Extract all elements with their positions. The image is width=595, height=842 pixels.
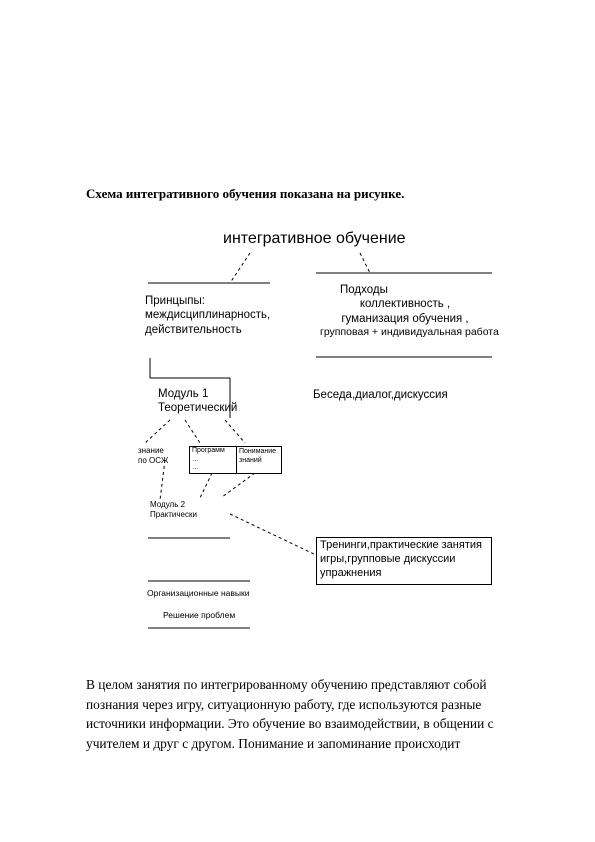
approaches-item: гуманизация обучения ,	[341, 312, 469, 325]
training-item: упражнения	[320, 566, 382, 579]
conversation-label: Беседа,диалог,дискуссия	[313, 389, 448, 401]
module2-label: Модуль 2 Практически	[150, 500, 197, 519]
paragraph-line: познания через игру, ситуационную работу, где используются разные	[86, 696, 482, 712]
module1-title: Модуль 1	[158, 388, 209, 400]
page-heading: Схема интегративного обучения показана на рисунке.	[86, 186, 405, 201]
diagram-title: интегративное обучение	[223, 230, 406, 247]
training-box	[316, 537, 492, 585]
module1-subtitle: Теоретический	[158, 402, 238, 415]
paragraph-line: В целом занятия по интегрированному обучению представляют собой	[86, 677, 487, 692]
module1-block	[158, 387, 237, 416]
understanding-box: Понимание знаний	[236, 446, 282, 474]
body-paragraph	[86, 675, 494, 753]
paragraph-line: учителем и друг с другом. Понимание и запоминание происходит	[86, 735, 461, 751]
training-item: Тренинги,практические занятия	[320, 539, 482, 551]
training-item: игры,групповые дискуссии	[320, 552, 456, 565]
approaches-block	[320, 283, 499, 339]
approaches-label: Подходы	[340, 284, 388, 296]
principles-label: Принцыпы:	[145, 295, 205, 307]
principles-block	[145, 294, 270, 337]
paragraph-line: источники информации. Это обучение во взаимодействии, в общении с	[86, 716, 494, 731]
program-box: Программ … …	[189, 446, 237, 474]
principles-item: действительность	[145, 323, 242, 336]
org-skills-label: Организационные навыки	[147, 588, 250, 598]
approaches-item: групповая + индивидуальная работа	[320, 326, 499, 339]
problem-solving-label: Решение проблем	[163, 610, 236, 620]
knowledge-label: знание по ОСЖ	[138, 446, 169, 465]
approaches-item: коллективность ,	[359, 298, 451, 311]
principles-item: междисциплинарность,	[145, 309, 271, 322]
